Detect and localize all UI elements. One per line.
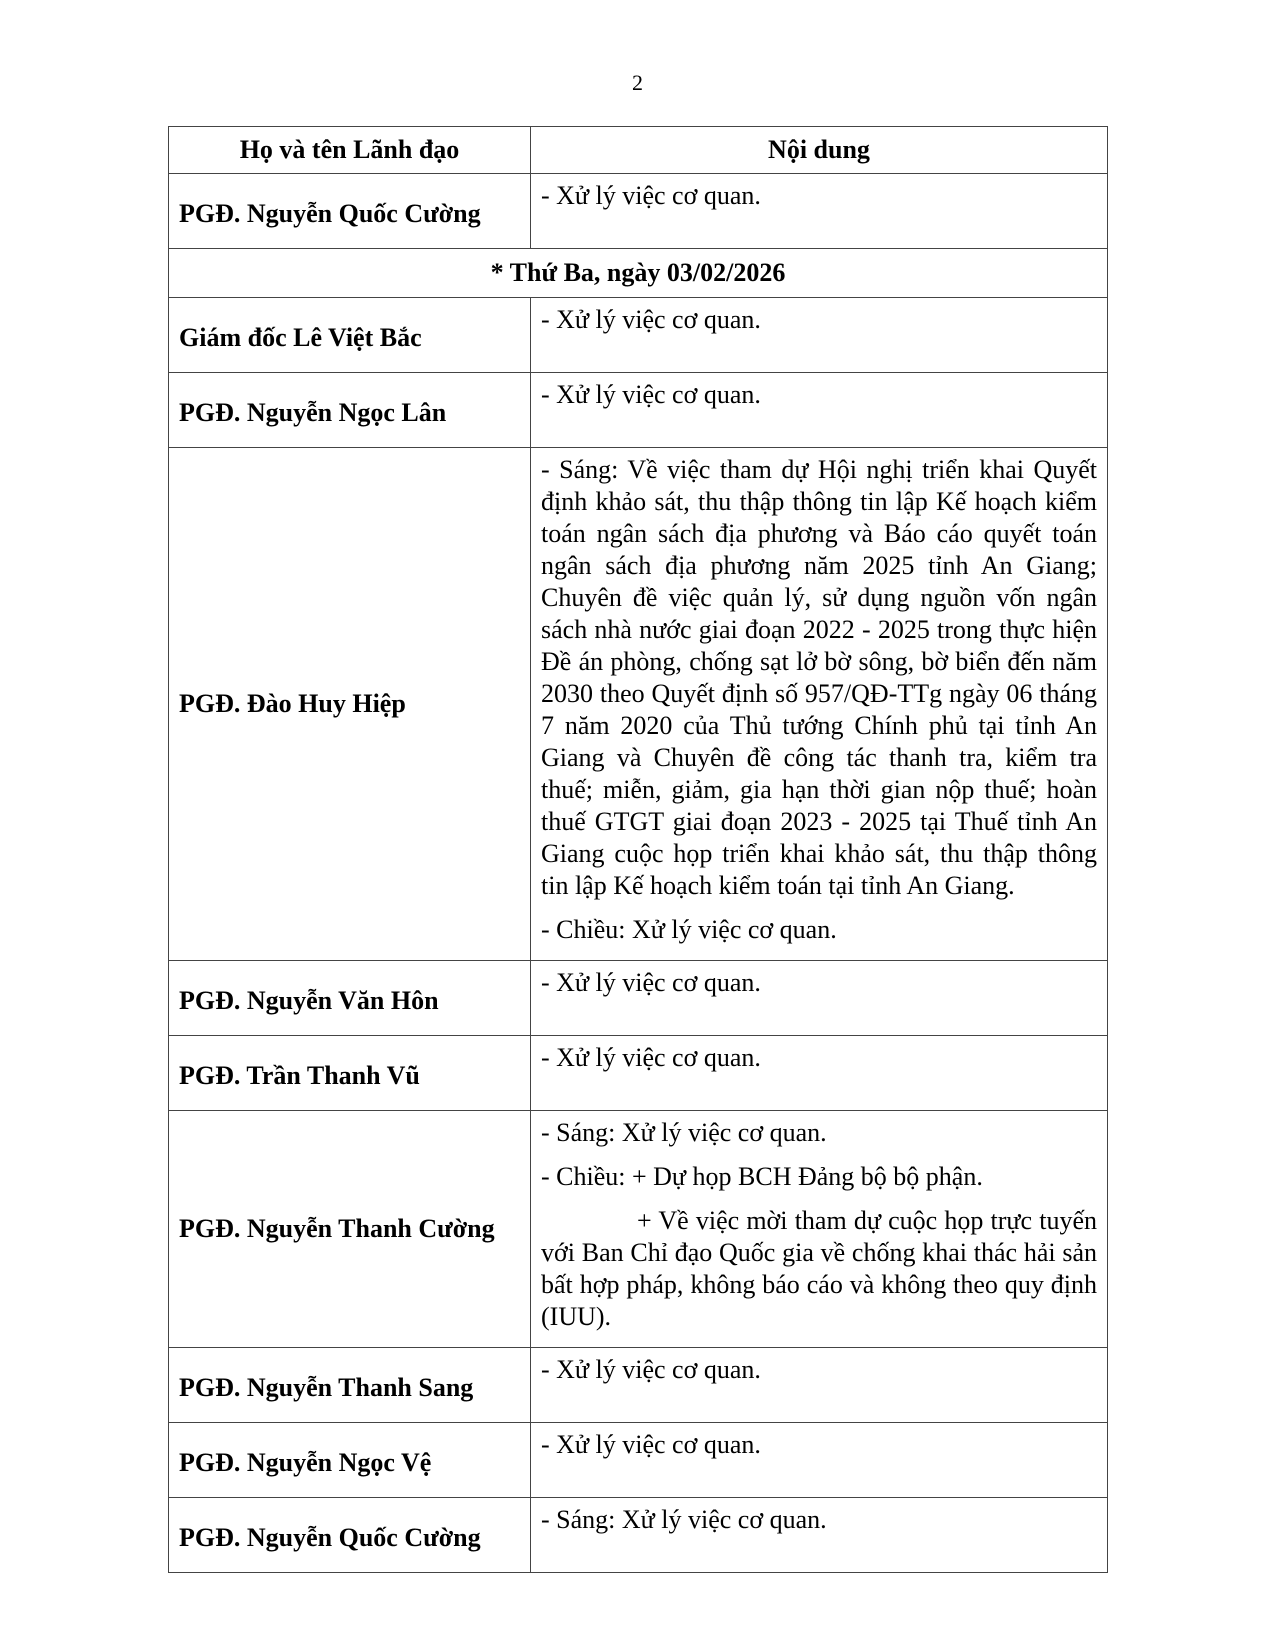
day-label: * Thứ Ba, ngày 03/02/2026 [169, 249, 1108, 298]
table-row [169, 1111, 1108, 1348]
leader-name: Giám đốc Lê Việt Bắc [169, 298, 531, 373]
content-line: - Xử lý việc cơ quan. [541, 181, 761, 210]
table-row [169, 448, 1108, 961]
page-number: 2 [632, 70, 643, 95]
content-line: - Xử lý việc cơ quan. [541, 1355, 761, 1384]
leader-name: PGĐ. Đào Huy Hiệp [169, 448, 531, 961]
leader-name: PGĐ. Nguyễn Quốc Cường [169, 1498, 531, 1573]
leader-name: PGĐ. Nguyễn Quốc Cường [169, 174, 531, 249]
content-line: - Xử lý việc cơ quan. [541, 968, 761, 997]
content-line: - Xử lý việc cơ quan. [541, 305, 761, 334]
table-row [169, 961, 1108, 1036]
table-row [169, 174, 1108, 249]
table-header-row [169, 127, 1108, 174]
table-row [169, 373, 1108, 448]
content-line: - Chiều: + Dự họp BCH Đảng bộ bộ phận. [541, 1162, 983, 1191]
table-row [169, 1348, 1108, 1423]
schedule-content [531, 1348, 1108, 1423]
content-line: - Xử lý việc cơ quan. [541, 380, 761, 409]
schedule-table [168, 126, 1108, 1573]
schedule-content [531, 174, 1108, 249]
content-line: - Sáng: Về việc tham dự Hội nghị triển khai Quyết định khảo sát, thu thập thông tin lập Kế hoạch kiểm toán ngân sách địa phương và Báo cáo quyết toán ngân sách địa phương năm 2025 tỉnh An Giang; Chuyên đề việc quản lý, sử dụng nguồn vốn ngân sách nhà nước giai đoạn 2022 - 2025 trong thực hiện Đề án phòng, chống sạt lở bờ sông, bờ biển đến năm 2030 theo Quyết định số 957/QĐ-TTg ngày 06 tháng 7 năm 2020 của Thủ tướng Chính phủ tại tỉnh An Giang và Chuyên đề công tác thanh tra, kiểm tra thuế; miễn, giảm, gia hạn thời gian nộp thuế; hoàn thuế GTGT giai đoạn 2023 - 2025 tại Thuế tỉnh An Giang cuộc họp triển khai khảo sát, thu thập thông tin lập Kế hoạch kiểm toán tại tỉnh An Giang. [541, 455, 1097, 900]
content-line: + Về việc mời tham dự cuộc họp trực tuyến với Ban Chỉ đạo Quốc gia về chống khai thác hải sản bất hợp pháp, không báo cáo và không theo quy định (IUU). [541, 1206, 1097, 1331]
leader-name: PGĐ. Trần Thanh Vũ [169, 1036, 531, 1111]
content-line: - Sáng: Xử lý việc cơ quan. [541, 1505, 827, 1534]
header-content: Nội dung [531, 127, 1108, 174]
header-leader-name: Họ và tên Lãnh đạo [169, 127, 531, 174]
table-row [169, 298, 1108, 373]
table-row [169, 1423, 1108, 1498]
schedule-content [531, 1111, 1108, 1348]
content-line: - Sáng: Xử lý việc cơ quan. [541, 1118, 827, 1147]
leader-name: PGĐ. Nguyễn Thanh Sang [169, 1348, 531, 1423]
leader-name: PGĐ. Nguyễn Văn Hôn [169, 961, 531, 1036]
table-row [169, 1498, 1108, 1573]
schedule-content [531, 1498, 1108, 1573]
schedule-content [531, 448, 1108, 961]
schedule-content [531, 1423, 1108, 1498]
table-row [169, 1036, 1108, 1111]
schedule-content [531, 373, 1108, 448]
day-row [169, 249, 1108, 298]
leader-name: PGĐ. Nguyễn Thanh Cường [169, 1111, 531, 1348]
content-line: - Xử lý việc cơ quan. [541, 1430, 761, 1459]
leader-name: PGĐ. Nguyễn Ngọc Vệ [169, 1423, 531, 1498]
schedule-content [531, 298, 1108, 373]
schedule-content [531, 961, 1108, 1036]
content-line: - Xử lý việc cơ quan. [541, 1043, 761, 1072]
schedule-content [531, 1036, 1108, 1111]
content-line: - Chiều: Xử lý việc cơ quan. [541, 915, 837, 944]
leader-name: PGĐ. Nguyễn Ngọc Lân [169, 373, 531, 448]
